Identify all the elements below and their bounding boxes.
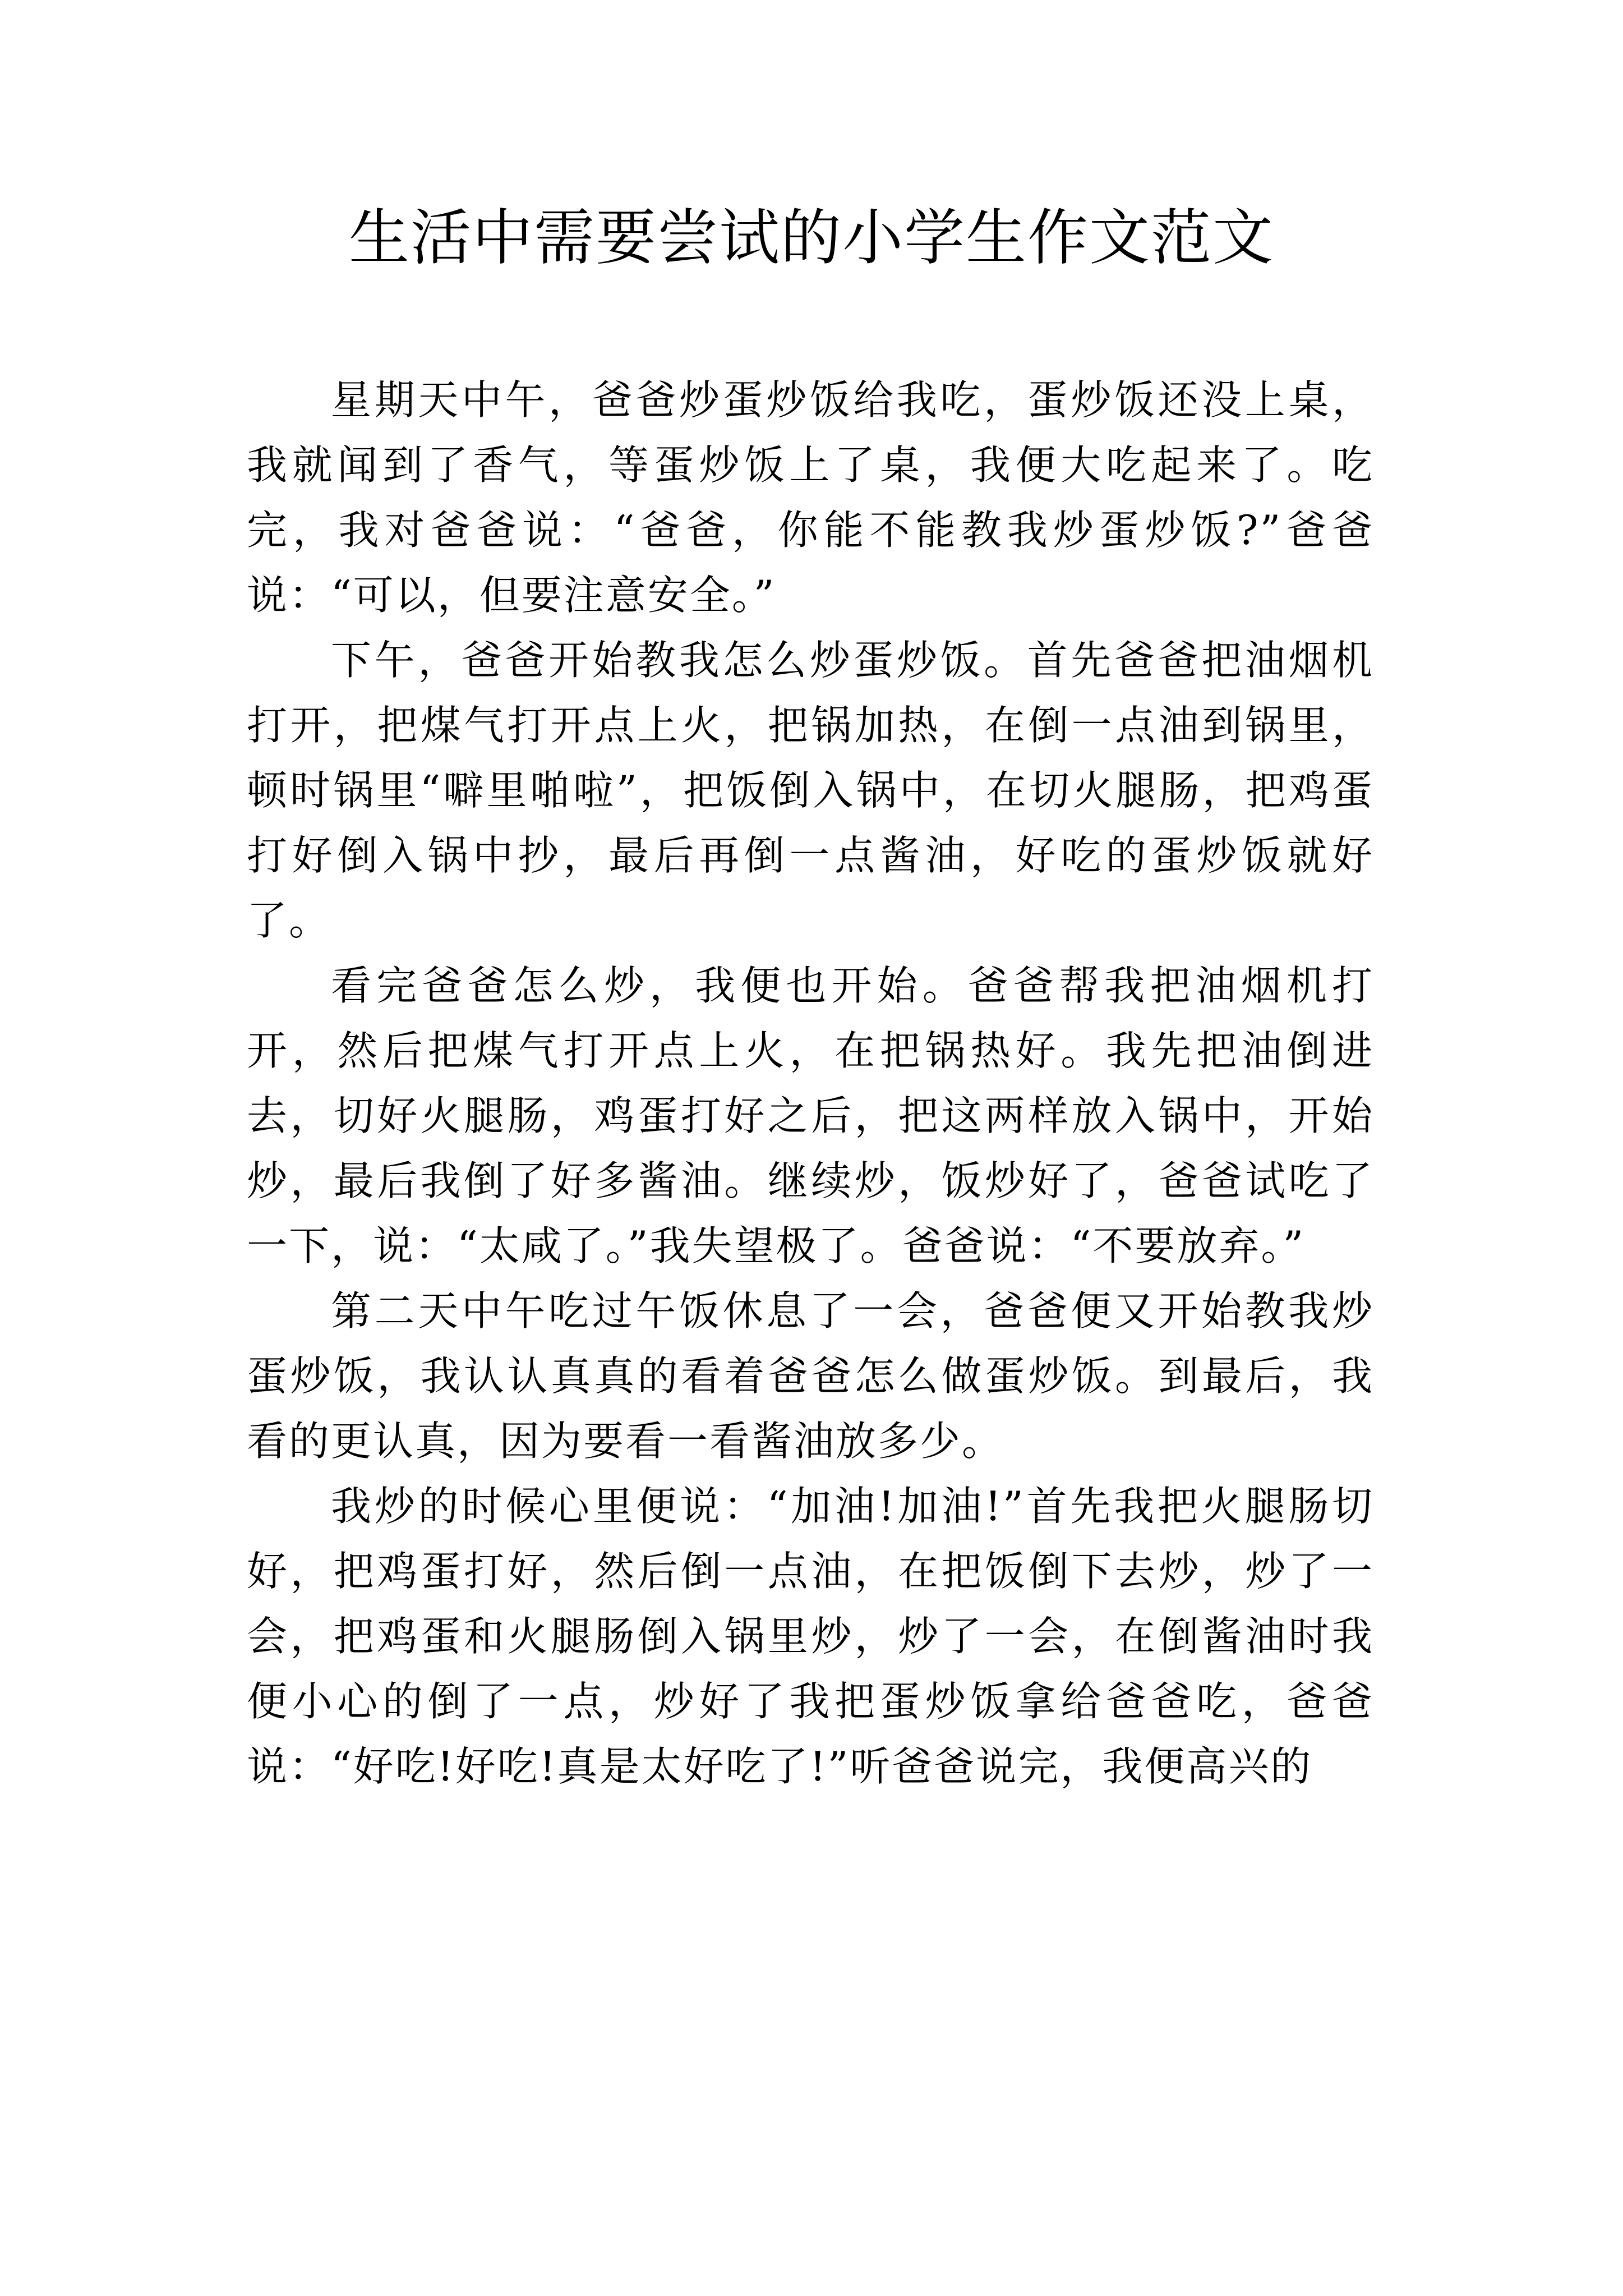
document-body [247,367,1374,1799]
paragraph: 下午，爸爸开始教我怎么炒蛋炒饭。首先爸爸把油烟机打开，把煤气打开点上火，把锅加热，在倒一点油到锅里，顿时锅里“噼里啪啦”，把饭倒入锅中，在切火腿肠，把鸡蛋打好倒入锅中抄，最后再倒一点酱油，好吃的蛋炒饭就好了。 [247,637,1374,944]
document-title: 生活中需要尝试的小学生作文范文 [348,203,1274,273]
paragraph: 第二天中午吃过午饭休息了一会，爸爸便又开始教我炒蛋炒饭，我认认真真的看着爸爸怎么做蛋炒饭。到最后，我看的更认真，因为要看一看酱油放多少。 [247,1287,1374,1465]
paragraph: 星期天中午，爸爸炒蛋炒饭给我吃，蛋炒饭还没上桌，我就闻到了香气，等蛋炒饭上了桌，我便大吃起来了。吃完，我对爸爸说：“爸爸，你能不能教我炒蛋炒饭?”爸爸说：“可以，但要注意安全。” [247,376,1374,619]
paragraph: 我炒的时候心里便说：“加油!加油!”首先我把火腿肠切好，把鸡蛋打好，然后倒一点油，在把饭倒下去炒，炒了一会，把鸡蛋和火腿肠倒入锅里炒，炒了一会，在倒酱油时我便小心的倒了一点，炒好了我把蛋炒饭拿给爸爸吃，爸爸说：“好吃!好吃!真是太好吃了!”听爸爸说完，我便高兴的 [247,1483,1374,1790]
paragraph: 看完爸爸怎么炒，我便也开始。爸爸帮我把油烟机打开，然后把煤气打开点上火，在把锅热好。我先把油倒进去，切好火腿肠，鸡蛋打好之后，把这两样放入锅中，开始炒，最后我倒了好多酱油。继续炒，饭炒好了，爸爸试吃了一下，说：“太咸了。”我失望极了。爸爸说：“不要放弃。” [247,962,1374,1269]
